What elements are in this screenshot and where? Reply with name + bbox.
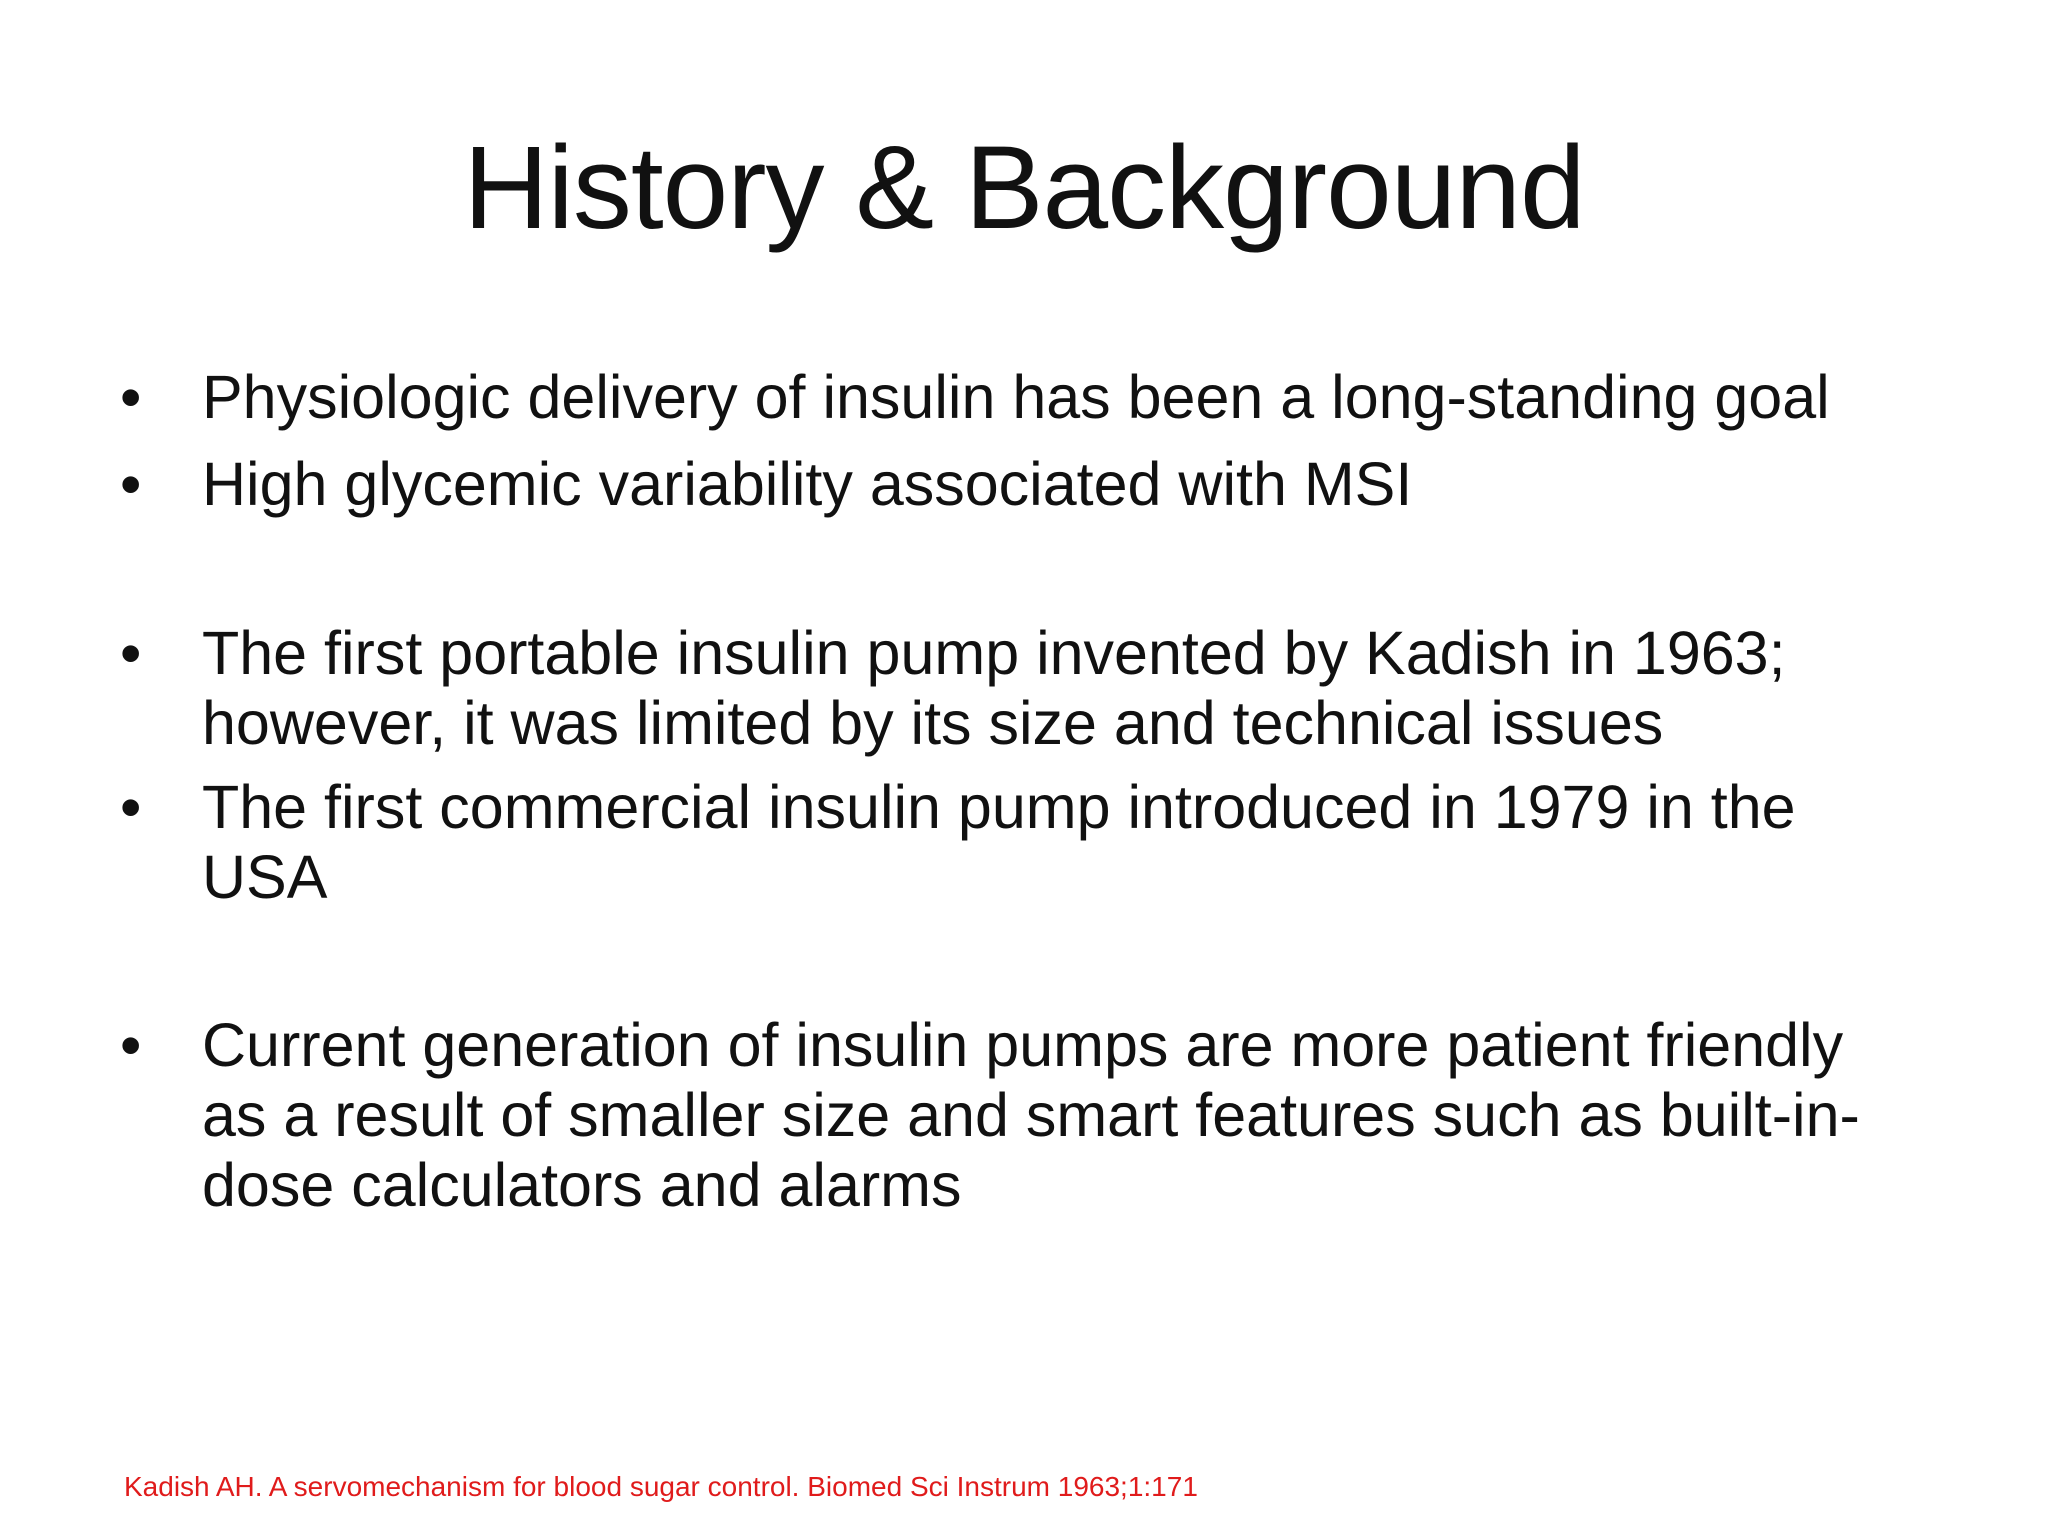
bullet-icon: • bbox=[120, 619, 142, 687]
bullet-icon: • bbox=[120, 363, 142, 431]
bullet-item bbox=[120, 449, 1980, 519]
bullet-icon: • bbox=[120, 773, 142, 841]
bullet-item bbox=[120, 362, 1980, 432]
bullet-text: The first portable insulin pump invented by Kadish in 1963; however, it was limited by its size and technical issues bbox=[202, 619, 1786, 757]
slide-title: History & Background bbox=[463, 122, 1585, 254]
bullet-text: Current generation of insulin pumps are more patient friendly as a result of smaller size and smart features such as built-in-dose calculators and alarms bbox=[202, 1011, 1860, 1219]
bullet-text: Physiologic delivery of insulin has been a long-standing goal bbox=[202, 363, 1830, 431]
bullet-text: The first commercial insulin pump introduced in 1979 in the USA bbox=[202, 773, 1796, 911]
bullet-item bbox=[120, 618, 1980, 758]
bullet-item bbox=[120, 772, 1980, 912]
bullet-icon: • bbox=[120, 1011, 142, 1079]
bullet-icon: • bbox=[120, 450, 142, 518]
bullet-item bbox=[120, 1010, 1980, 1220]
bullet-text: High glycemic variability associated with MSI bbox=[202, 450, 1413, 518]
footnote-reference: Kadish AH. A servomechanism for blood sugar control. Biomed Sci Instrum 1963;1:171 bbox=[124, 1471, 1198, 1502]
